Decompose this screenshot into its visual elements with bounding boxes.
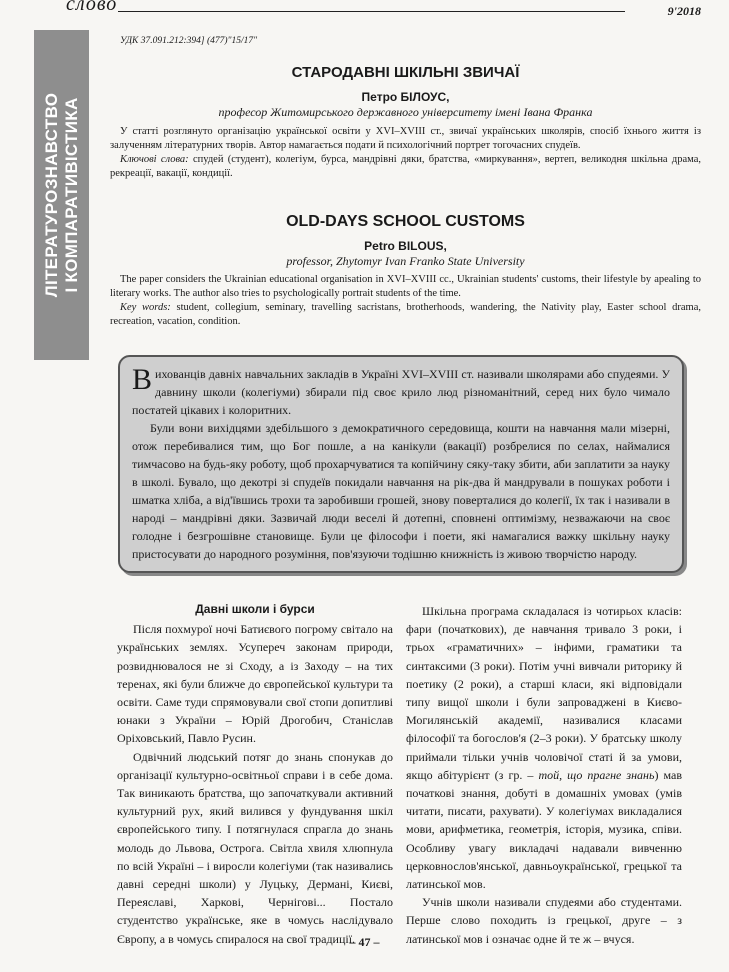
issue-number: 9'2018 bbox=[667, 4, 701, 18]
article-title-en: OLD-DAYS SCHOOL CUSTOMS bbox=[286, 213, 525, 230]
keywords-label-en: Key words: bbox=[120, 302, 171, 313]
abstract-en: The paper considers the Ukrainian educational organisation in XVI–XVIII cc., Ukrainian students' customs, their lifestyle by apealing to literary works. The author also tries to psychologically portrait students of the time. bbox=[110, 274, 701, 299]
emphasis-text: той, що прагне знань bbox=[538, 767, 655, 782]
section-label bbox=[34, 30, 89, 360]
drop-cap: В bbox=[132, 363, 153, 396]
keywords-uk bbox=[110, 153, 701, 180]
affiliation-uk: професор Житомирського державного університету імені Івана Франка bbox=[218, 105, 593, 119]
body-paragraph: Одвічний людський потяг до знань спонукав до організації культурно-освітньої справи і в себе дома. Так виникають братства, що започаткували активний культурний рух, який вилився у фундування шкіл європейського типу. І потягнулася спрагла до знань молодь до Львова, Острога. Світла хвиля хлюпнула по всій Україні – і виросли колегіуми (так називались давні середні школи) у Луцьку, Дермані, Києві, Переяславі, Харкові, Чернігові... Постало студентство українське, яке в чомусь наслідувало Європу, а в чомусь спиралося на свої традиції. bbox=[117, 749, 393, 946]
section-heading: Давні школи і бурси bbox=[195, 602, 315, 616]
intro-box bbox=[118, 355, 684, 573]
article-title-uk: СТАРОДАВНІ ШКІЛЬНІ ЗВИЧАЇ bbox=[291, 64, 520, 81]
journal-logo: слово bbox=[66, 0, 118, 15]
body-paragraph: Учнів школи називали спудеями або студентами. Перше слово походить із грецької, друге – з латинської мов і означає одне й те ж – вчуся. bbox=[406, 895, 682, 946]
affiliation-en: professor, Zhytomyr Ivan Franko State University bbox=[286, 254, 525, 268]
section-label-line2: І КОМПАРАТИВІСТИКА bbox=[61, 97, 81, 293]
author-uk: Петро БІЛОУС, bbox=[361, 90, 450, 104]
keywords-label-uk: Ключові слова: bbox=[120, 154, 189, 165]
header-rule bbox=[118, 11, 625, 12]
keywords-en bbox=[110, 301, 701, 328]
abstract-uk: У статті розглянуто організацію української освіти у XVI–XVIII ст., звичаї українських школярів, спосіб їхнього життя із залученням літературних творів. Автор намагається подати й психологічний портрет тогочасних спудеїв. bbox=[110, 126, 701, 151]
right-column bbox=[406, 602, 682, 948]
keywords-text-en: student, collegium, seminary, travelling sacristans, brotherhoods, wandering, the Nativity play, Easter school drama, recreation, vacation, condition. bbox=[110, 302, 702, 327]
author-en: Petro BILOUS, bbox=[364, 239, 447, 253]
intro-paragraph-2: Були вони вихідцями здебільшого з демократичного середовища, кошти на навчання мали мізерні, отож перебивалися тим, що Бог пошле, а на канікули (вакації) розбрелися по селах, наймалися тимчасово на будь-яку роботу, щоб прохарчуватися та копійчину сяку-таку збити, аби заплатити за науку в школі. Бувало, що декотрі зі спудеїв покидали навчання на рік-два й мандрували в пошуках роботи і шматка хліба, а від'ївшись трохи та заробивши грошей, знову поверталися до колегії, їх так і називали в народі – мандрівні дяки. Зазвичай люди веселі й дотепні, сповнені оптимізму, незважаючи на своє голодне і безгрошівне становище. Були це філософи і поети, які намагалися важку шкільну науку пристосувати до народного розуміння, пов'язуючи тодішню книжність із живою творчістю народу. bbox=[132, 421, 670, 561]
intro-paragraph-1: Вихованців давніх навчальних закладів в Україні XVI–XVIII ст. називали школярами або спудеями. У давнину школи (колегіуми) збирали під своє крило люд різноманітний, серед них було чимало постатей цікавих і колоритних. bbox=[132, 363, 670, 417]
section-label-line1: ЛІТЕРАТУРОЗНАВСТВО bbox=[41, 92, 61, 298]
body-paragraph: Шкільна програма складалася із чотирьох класів: фари (початкових), де навчання тривало 3 роки, і трьох «граматичних» – інфими, граматики та синтаксими (3 роки). Потім учні вивчали риторику й поетику (2 роки), а старші класи, які відповідали типу вищої школи і були запроваджені в Києво-Могилянській академії, називалися класами філософії та богослов'я (2–3 роки). У братську школу приймали тільки учнів чоловічої статі й за умови, якщо абітурієнт (з гр. – той, що прагне знань) мав початкові знання, добуті в домашніх умовах (умів читати, писати, рахувати). У колегіумах викладалися мови, арифметика, геометрія, історія, музика, співи. Особливу увагу викладачі надавали вивченню церковнослов'янської, давньоукраїнської, грецької та латинської мов. bbox=[406, 604, 683, 892]
page-number: – 47 – bbox=[349, 935, 380, 949]
body-paragraph: Після похмурої ночі Батиєвого погрому світало на українських землях. Усупереч законам природи, розвиднювалося не зі Сходу, а із Заходу – на тих теренах, які були ближче до європейської культури та освіти. Саме туди спрямовували свої стопи допитливі юнаки з України – Юрій Дрогобич, Станіслав Оріховський, Павло Русин. bbox=[117, 622, 393, 746]
keywords-text-uk: спудей (студент), колегіум, бурса, мандрівні дяки, братства, «миркування», вертеп, великодня шкільна драма, рекреації, вакації, кондиції. bbox=[110, 154, 701, 179]
section-side-band bbox=[34, 30, 89, 360]
left-column bbox=[117, 600, 393, 948]
udc-code: УДК 37.091.212:394] (477)"15/17" bbox=[120, 36, 258, 46]
